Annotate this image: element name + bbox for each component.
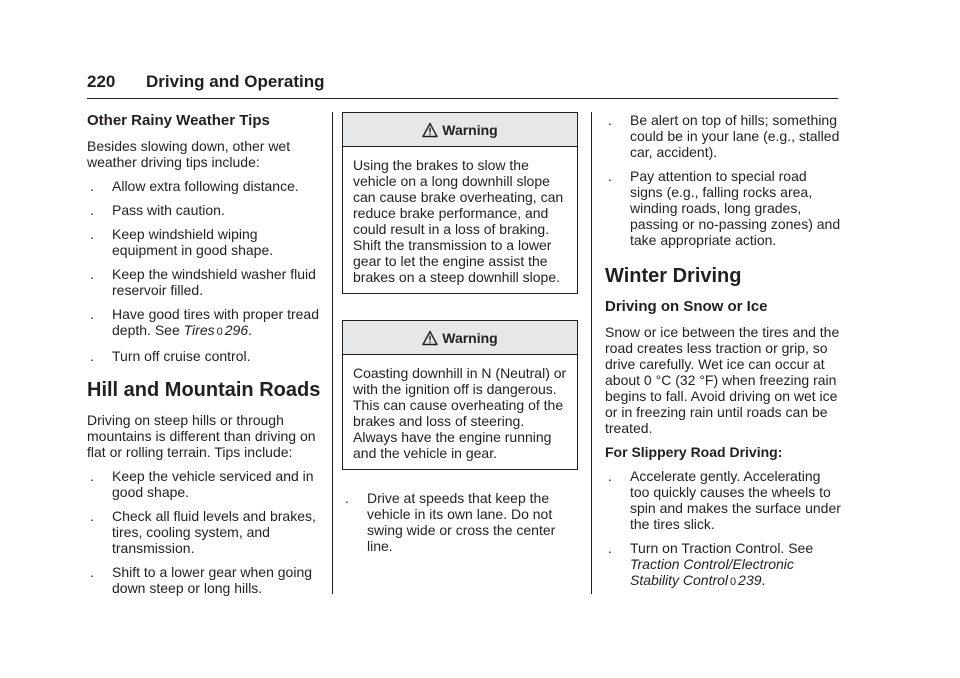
traction-control-link[interactable]: Traction Control/Electronic Stability Control	[630, 556, 794, 588]
list-item: . Have good tires with proper tread depth. See Tires 0 296.	[90, 306, 319, 338]
tires-link[interactable]: Tires	[183, 322, 215, 338]
list-item: . Turn on Traction Control. See Traction Control/Electronic Stability Control 0 239.	[608, 540, 814, 588]
column-divider	[591, 112, 592, 594]
list-item: . Keep windshield wiping equipment in good shape.	[90, 226, 274, 258]
snow-ice-text: Snow or ice between the tires and the road creates less traction or grip, so drive carefully. Wet ice can occur at about 0 °C (32 °F) when freezing rain begins to fall. Avoid driving on wet ice or in freezing rain until roads can be treated.	[605, 324, 840, 436]
list-item: . Check all fluid levels and brakes, tires, cooling system, and transmission.	[90, 508, 316, 556]
page-number: 220	[87, 72, 116, 91]
warning-triangle-icon	[422, 330, 438, 346]
list-item: . Keep the vehicle serviced and in good shape.	[90, 468, 314, 500]
tires-page-ref[interactable]: 296	[224, 322, 249, 338]
warning-triangle-icon	[422, 122, 438, 138]
list-item: . Allow extra following distance.	[90, 178, 299, 194]
list-item: . Shift to a lower gear when going down steep or long hills.	[90, 564, 313, 596]
traction-page-ref[interactable]: 239	[738, 572, 762, 588]
section-title: Driving and Operating	[146, 72, 325, 91]
warning-title: Warning	[442, 329, 498, 346]
page-ref-arrow-icon: 0	[730, 576, 737, 588]
hill-roads-heading: Hill and Mountain Roads	[87, 379, 321, 401]
list-item: . Accelerate gently. Accelerating too quickly causes the wheels to spin and makes the surface under the tires slick.	[608, 468, 841, 532]
list-item: . Be alert on top of hills; something could be in your lane (e.g., stalled car, accident).	[608, 112, 840, 160]
rainy-tips-list	[87, 178, 323, 364]
warning-header	[343, 113, 577, 147]
page-ref-arrow-icon: 0	[216, 326, 223, 338]
column-left	[87, 112, 323, 604]
warning-text: Coasting downhill in N (Neutral) or with the ignition off is dangerous. This can cause overheating of the brakes and loss of steering. Always have the engine running and the vehicle in gear.	[353, 365, 567, 461]
warning-header	[343, 321, 577, 355]
winter-driving-heading: Winter Driving	[605, 265, 742, 287]
snow-ice-heading: Driving on Snow or Ice	[605, 298, 768, 315]
list-item: . Drive at speeds that keep the vehicle in its own lane. Do not swing wide or cross the center line.	[345, 490, 556, 554]
slippery-road-heading: For Slippery Road Driving:	[605, 444, 783, 460]
list-item: . Pass with caution.	[90, 202, 225, 218]
warning-box	[342, 112, 578, 294]
warning-text: Using the brakes to slow the vehicle on a long downhill slope can cause brake overheating, can reduce brake performance, and could result in a loss of braking. Shift the transmission to a lower gear to let the engine assist the brakes on a steep downhill slope.	[353, 157, 564, 285]
column-right	[605, 112, 841, 598]
list-item: . Turn off cruise control.	[90, 348, 251, 364]
slippery-road-list	[605, 468, 841, 590]
hill-tips-list-end	[605, 112, 841, 248]
rainy-tips-heading: Other Rainy Weather Tips	[87, 112, 270, 129]
column-divider	[332, 112, 333, 594]
list-item: . Pay attention to special road signs (e.g., falling rocks area, winding roads, long grades, passing or no-passing zones) and take appropriate action.	[608, 168, 841, 248]
rainy-tips-intro: Besides slowing down, other wet weather driving tips include:	[87, 138, 291, 170]
column-middle	[342, 112, 578, 562]
page-header	[87, 70, 838, 99]
warning-box	[342, 320, 578, 470]
hill-tips-list	[87, 468, 323, 596]
hill-roads-intro: Driving on steep hills or through mountains is different than driving on flat or rolling terrain. Tips include:	[87, 412, 316, 460]
warning-title: Warning	[442, 121, 498, 138]
hill-tips-list-continued	[342, 490, 578, 554]
list-item: . Keep the windshield washer fluid reservoir filled.	[90, 266, 316, 298]
